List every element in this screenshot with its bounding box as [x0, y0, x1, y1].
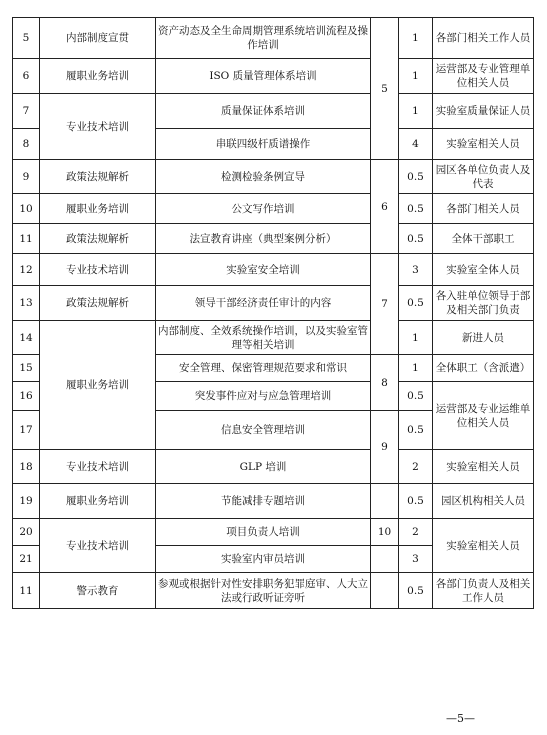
- training-hours: 2: [399, 519, 433, 546]
- training-category: 专业技术培训: [40, 254, 156, 286]
- training-content: 资产动态及全生命周期管理系统培训流程及操作培训: [156, 18, 371, 59]
- row-number: 12: [13, 254, 40, 286]
- training-audience: 实验室相关人员: [433, 519, 534, 573]
- row-number: 19: [13, 484, 40, 519]
- training-content: ISO 质量管理体系培训: [156, 59, 371, 94]
- training-content: 参观或根据针对性安排职务犯罪庭审、人大立法或行政听证旁听: [156, 573, 371, 609]
- table-row: [13, 94, 534, 129]
- month-cell: 8: [371, 355, 399, 411]
- training-category: 履职业务培训: [40, 194, 156, 224]
- training-hours: 0.5: [399, 286, 433, 321]
- row-number: 11: [13, 573, 40, 609]
- training-audience: 实验室相关人员: [433, 129, 534, 160]
- row-number: 6: [13, 59, 40, 94]
- month-cell: 6: [371, 160, 399, 254]
- table-row: [13, 254, 534, 286]
- training-category: 政策法规解析: [40, 224, 156, 254]
- training-content: 质量保证体系培训: [156, 94, 371, 129]
- training-content: 信息安全管理培训: [156, 411, 371, 450]
- row-number: 13: [13, 286, 40, 321]
- row-number: 9: [13, 160, 40, 194]
- training-hours: 4: [399, 129, 433, 160]
- training-audience: 运营部及专业运维单位相关人员: [433, 382, 534, 450]
- training-category: 专业技术培训: [40, 519, 156, 573]
- month-cell: 9: [371, 411, 399, 484]
- month-cell-continued: [371, 484, 399, 519]
- training-hours: 0.5: [399, 484, 433, 519]
- training-content: 项目负责人培训: [156, 519, 371, 546]
- training-content: 实验室内审员培训: [156, 546, 371, 573]
- row-number: 5: [13, 18, 40, 59]
- training-content: 安全管理、保密管理规范要求和常识: [156, 355, 371, 382]
- table-row: [13, 286, 534, 321]
- row-number: 15: [13, 355, 40, 382]
- training-content: 领导干部经济责任审计的内容: [156, 286, 371, 321]
- training-hours: 3: [399, 254, 433, 286]
- table-row: [13, 321, 534, 355]
- training-audience: 园区各单位负责人及代表: [433, 160, 534, 194]
- row-number: 20: [13, 519, 40, 546]
- training-content: 突发事件应对与应急管理培训: [156, 382, 371, 411]
- table-row: [13, 484, 534, 519]
- table-row: [13, 224, 534, 254]
- table-row: [13, 18, 534, 59]
- month-cell: 5: [371, 18, 399, 160]
- row-number: 17: [13, 411, 40, 450]
- training-hours: 1: [399, 94, 433, 129]
- row-number: 16: [13, 382, 40, 411]
- table-row: [13, 160, 534, 194]
- training-hours: 0.5: [399, 160, 433, 194]
- training-content: GLP 培训: [156, 450, 371, 484]
- training-hours: 0.5: [399, 224, 433, 254]
- training-category: 内部制度宣贯: [40, 18, 156, 59]
- training-audience: 全体干部职工: [433, 224, 534, 254]
- training-audience: 新进人员: [433, 321, 534, 355]
- training-category: 履职业务培训: [40, 59, 156, 94]
- training-hours: 1: [399, 355, 433, 382]
- month-cell: 10: [371, 519, 399, 546]
- row-number: 14: [13, 321, 40, 355]
- row-number: 11: [13, 224, 40, 254]
- training-hours: 1: [399, 321, 433, 355]
- training-hours: 0.5: [399, 573, 433, 609]
- training-audience: 园区机构相关人员: [433, 484, 534, 519]
- training-audience: 运营部及专业管理单位相关人员: [433, 59, 534, 94]
- training-category: 专业技术培训: [40, 94, 156, 160]
- training-hours: 1: [399, 18, 433, 59]
- month-cell-continued: [371, 546, 399, 573]
- training-category: 专业技术培训: [40, 450, 156, 484]
- training-content: 内部制度、全效系统操作培训，以及实验室管理等相关培训: [156, 321, 371, 355]
- training-audience: 实验室质量保证人员: [433, 94, 534, 129]
- training-content: 公文写作培训: [156, 194, 371, 224]
- training-category: 政策法规解析: [40, 286, 156, 321]
- training-audience: 实验室全体人员: [433, 254, 534, 286]
- row-number: 8: [13, 129, 40, 160]
- training-audience: 各入驻单位领导于部及相关部门负责: [433, 286, 534, 321]
- training-audience: 各部门相关工作人员: [433, 18, 534, 59]
- row-number: 21: [13, 546, 40, 573]
- row-number: 10: [13, 194, 40, 224]
- training-content: 节能减排专题培训: [156, 484, 371, 519]
- training-content: 检测检验条例宣导: [156, 160, 371, 194]
- table-row: [13, 450, 534, 484]
- training-plan-table: [12, 17, 534, 609]
- training-hours: 2: [399, 450, 433, 484]
- training-hours: 0.5: [399, 411, 433, 450]
- month-cell: 7: [371, 254, 399, 355]
- training-content: 串联四级杆质谱操作: [156, 129, 371, 160]
- training-category: 履职业务培训: [40, 484, 156, 519]
- table-row: [13, 194, 534, 224]
- month-cell-empty: [371, 573, 399, 609]
- training-audience: 实验室相关人员: [433, 450, 534, 484]
- table-row: [13, 519, 534, 546]
- training-hours: 3: [399, 546, 433, 573]
- training-hours: 1: [399, 59, 433, 94]
- row-number: 7: [13, 94, 40, 129]
- training-category: 政策法规解析: [40, 160, 156, 194]
- page-number: —5—: [446, 712, 475, 725]
- training-content: 法宣教育讲座（典型案例分析）: [156, 224, 371, 254]
- table-row: [13, 573, 534, 609]
- training-content: 实验室安全培训: [156, 254, 371, 286]
- training-category: 警示教育: [40, 573, 156, 609]
- training-category: 履职业务培训: [40, 321, 156, 450]
- training-audience: 全体职工（含派遣）: [433, 355, 534, 382]
- row-number: 18: [13, 450, 40, 484]
- training-audience: 各部门相关人员: [433, 194, 534, 224]
- training-hours: 0.5: [399, 382, 433, 411]
- training-hours: 0.5: [399, 194, 433, 224]
- training-audience: 各部门负责人及相关工作人员: [433, 573, 534, 609]
- table-row: [13, 59, 534, 94]
